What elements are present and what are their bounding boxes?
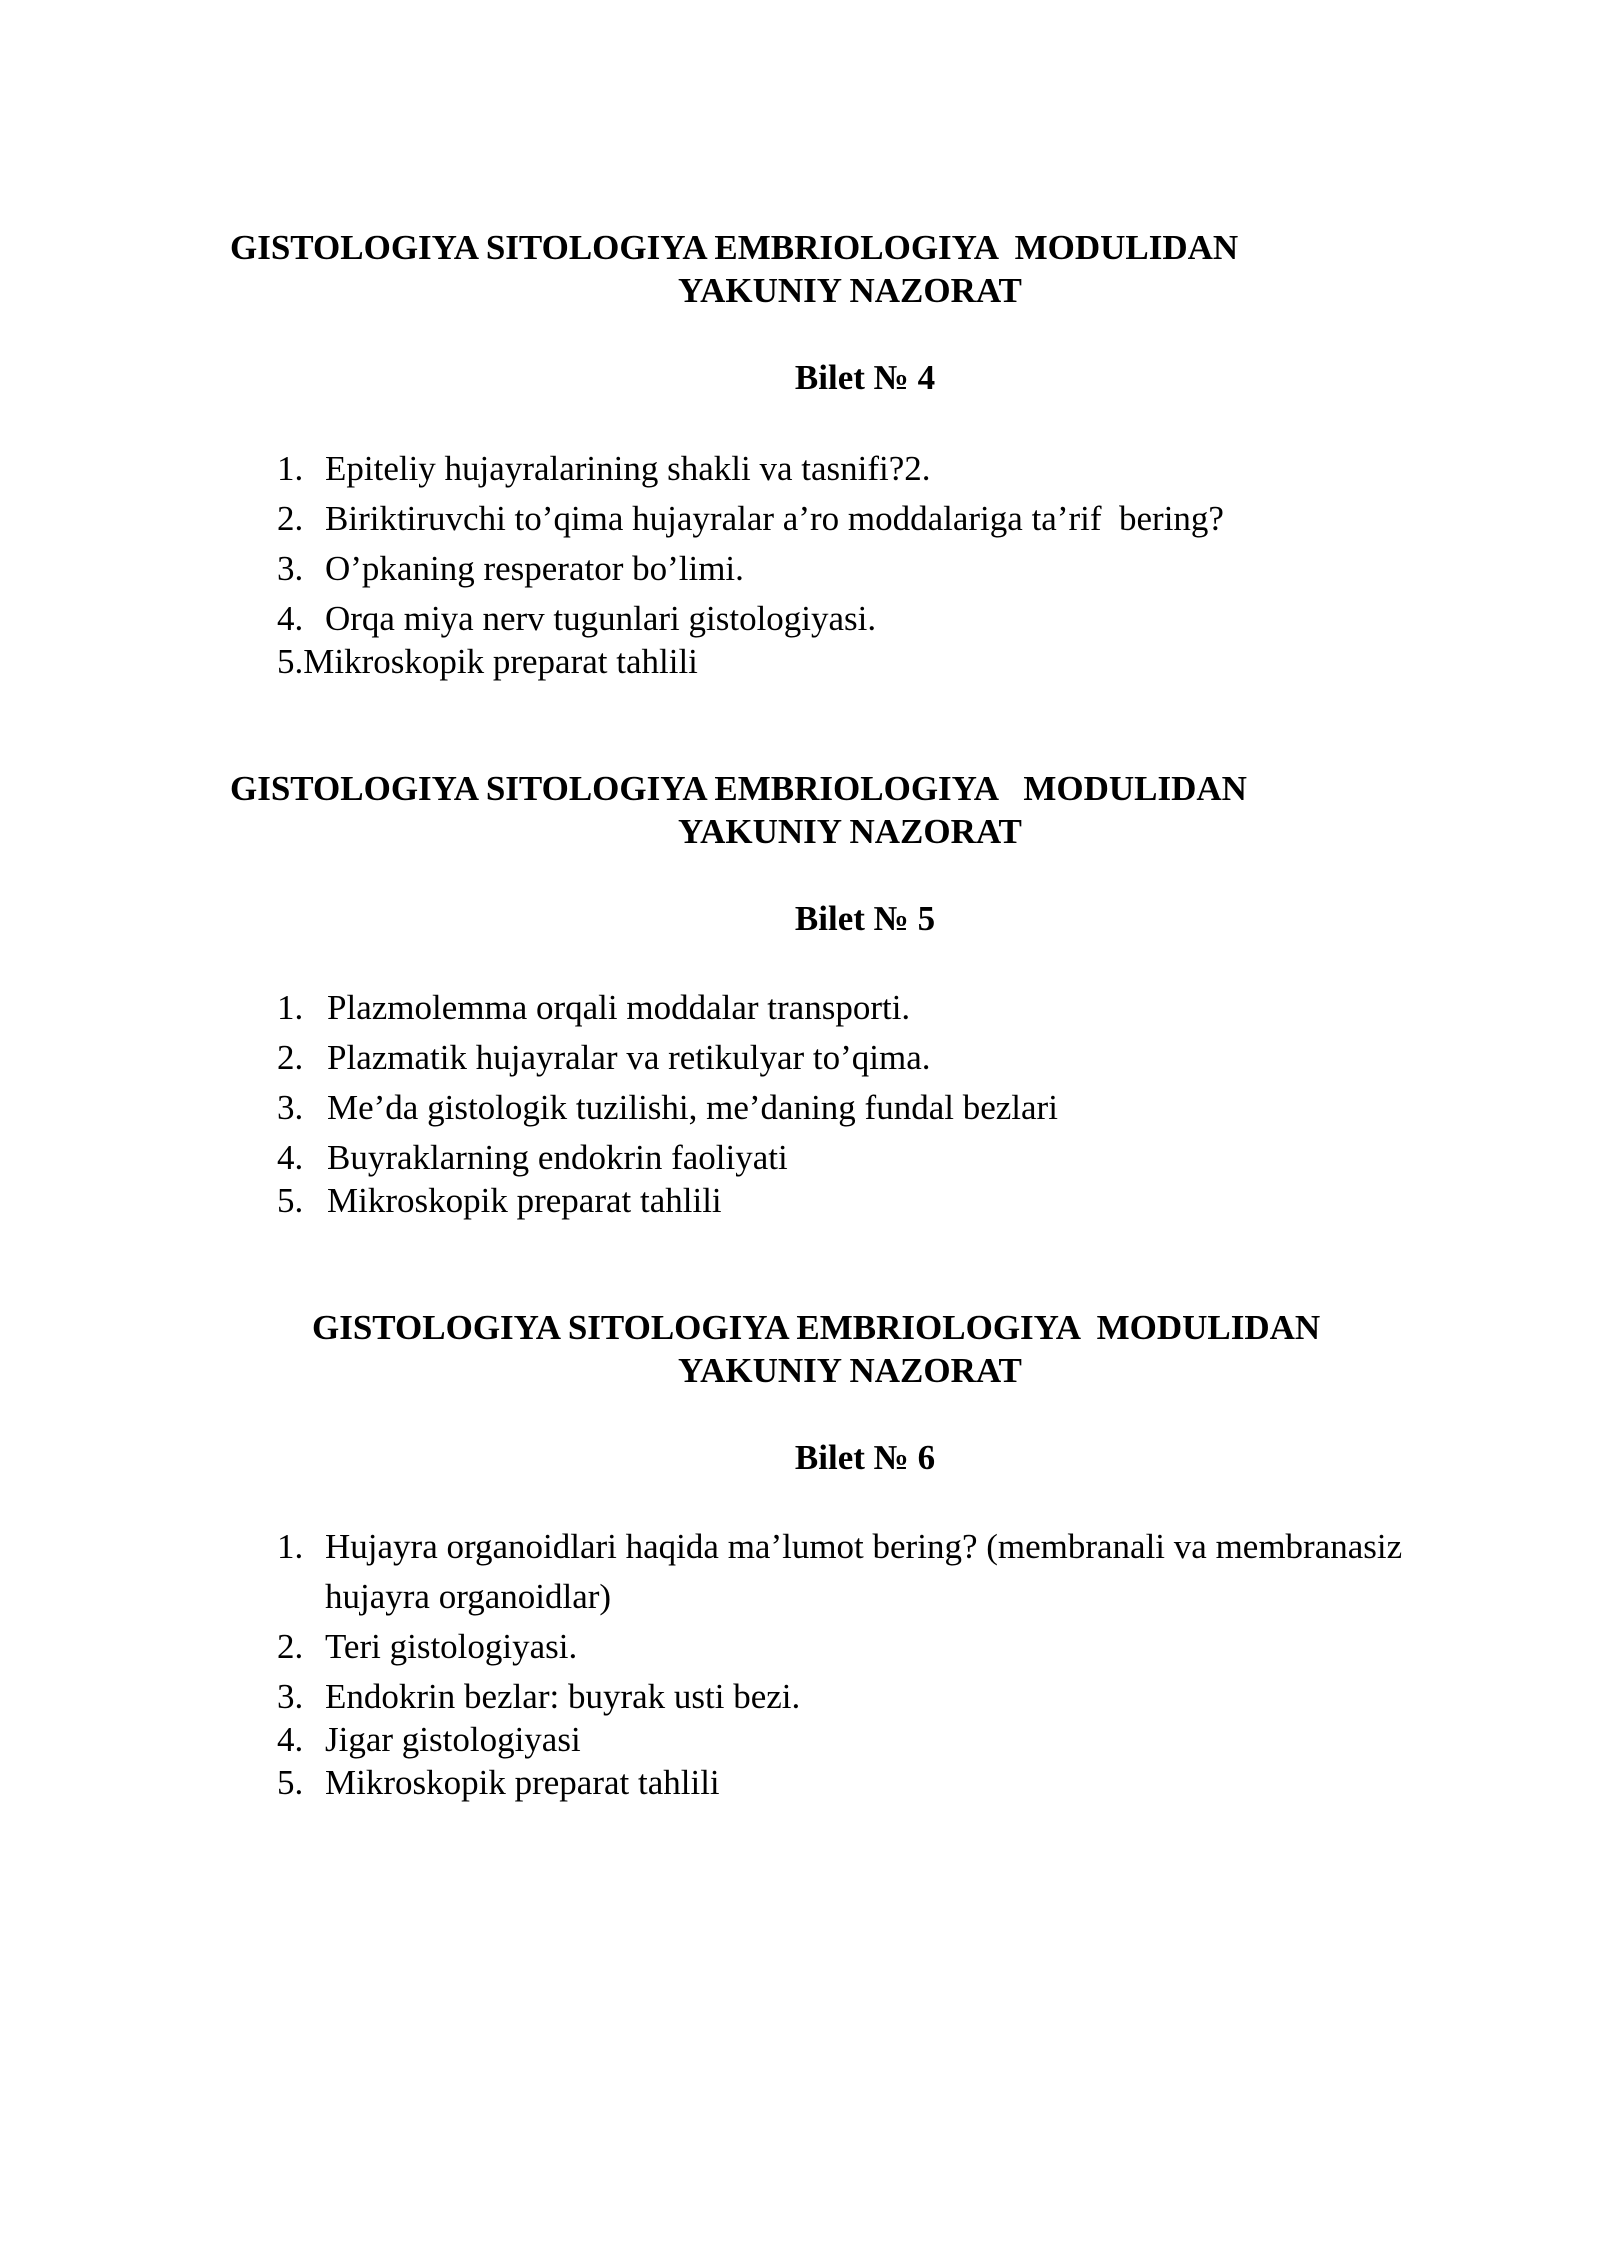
bilet-number: Bilet № 4 xyxy=(794,358,936,397)
question-number: 1. xyxy=(277,449,304,488)
bilet-number: Bilet № 5 xyxy=(794,899,936,938)
question-text: Orqa miya nerv tugunlari gistologiyasi. xyxy=(325,599,877,638)
question-text: Epiteliy hujayralarining shakli va tasnifi?2. xyxy=(325,449,931,488)
question-number: 4. xyxy=(277,599,304,638)
question-number: 5. xyxy=(277,1181,304,1220)
question-text: O’pkaning resperator bo’limi. xyxy=(325,549,744,588)
ticket-heading-line1: GISTOLOGIYA SITOLOGIYA EMBRIOLOGIYA MODULIDAN xyxy=(230,228,1239,267)
question-text: Hujayra organoidlari haqida ma’lumot bering? (membranali va membranasiz hujayra organoidlar) xyxy=(325,1527,1403,1616)
question-number: 4. xyxy=(277,1138,304,1177)
question-text: Mikroskopik preparat tahlili xyxy=(325,1763,720,1802)
question-number: 2. xyxy=(277,499,304,538)
question-number: 5. xyxy=(277,1763,304,1802)
question-text: Plazmatik hujayralar va retikulyar to’qima. xyxy=(327,1038,931,1077)
question-text: Mikroskopik preparat tahlili xyxy=(327,1181,722,1220)
ticket-heading-line2: YAKUNIY NAZORAT xyxy=(678,271,1022,310)
question-number: 1. xyxy=(277,1527,304,1566)
question-number: 3. xyxy=(277,1088,304,1127)
ticket-heading-line1: GISTOLOGIYA SITOLOGIYA EMBRIOLOGIYA MODULIDAN xyxy=(230,769,1247,808)
question-item xyxy=(277,1758,720,1958)
question-text: Buyraklarning endokrin faoliyati xyxy=(327,1138,788,1177)
question-number: 2. xyxy=(277,1038,304,1077)
question-text: Biriktiruvchi to’qima hujayralar a’ro moddalariga ta’rif bering? xyxy=(325,499,1224,538)
question-text: Me’da gistologik tuzilishi, me’daning fundal bezlari xyxy=(327,1088,1058,1127)
question-number: 1. xyxy=(277,988,304,1027)
question-number: 4. xyxy=(277,1720,304,1759)
question-number: 3. xyxy=(277,549,304,588)
ticket-heading-line2: YAKUNIY NAZORAT xyxy=(678,1351,1022,1390)
question-text: 5.Mikroskopik preparat tahlili xyxy=(277,642,698,681)
bilet-number: Bilet № 6 xyxy=(794,1438,936,1477)
question-number: 3. xyxy=(277,1677,304,1716)
question-text: Endokrin bezlar: buyrak usti bezi. xyxy=(325,1677,801,1716)
question-text: Jigar gistologiyasi xyxy=(325,1720,581,1759)
question-number: 2. xyxy=(277,1627,304,1666)
ticket-heading-line2: YAKUNIY NAZORAT xyxy=(678,812,1022,851)
ticket-heading-line1: GISTOLOGIYA SITOLOGIYA EMBRIOLOGIYA MODULIDAN xyxy=(312,1308,1321,1347)
question-text: Plazmolemma orqali moddalar transporti. xyxy=(327,988,911,1027)
question-text: Teri gistologiyasi. xyxy=(325,1627,578,1666)
